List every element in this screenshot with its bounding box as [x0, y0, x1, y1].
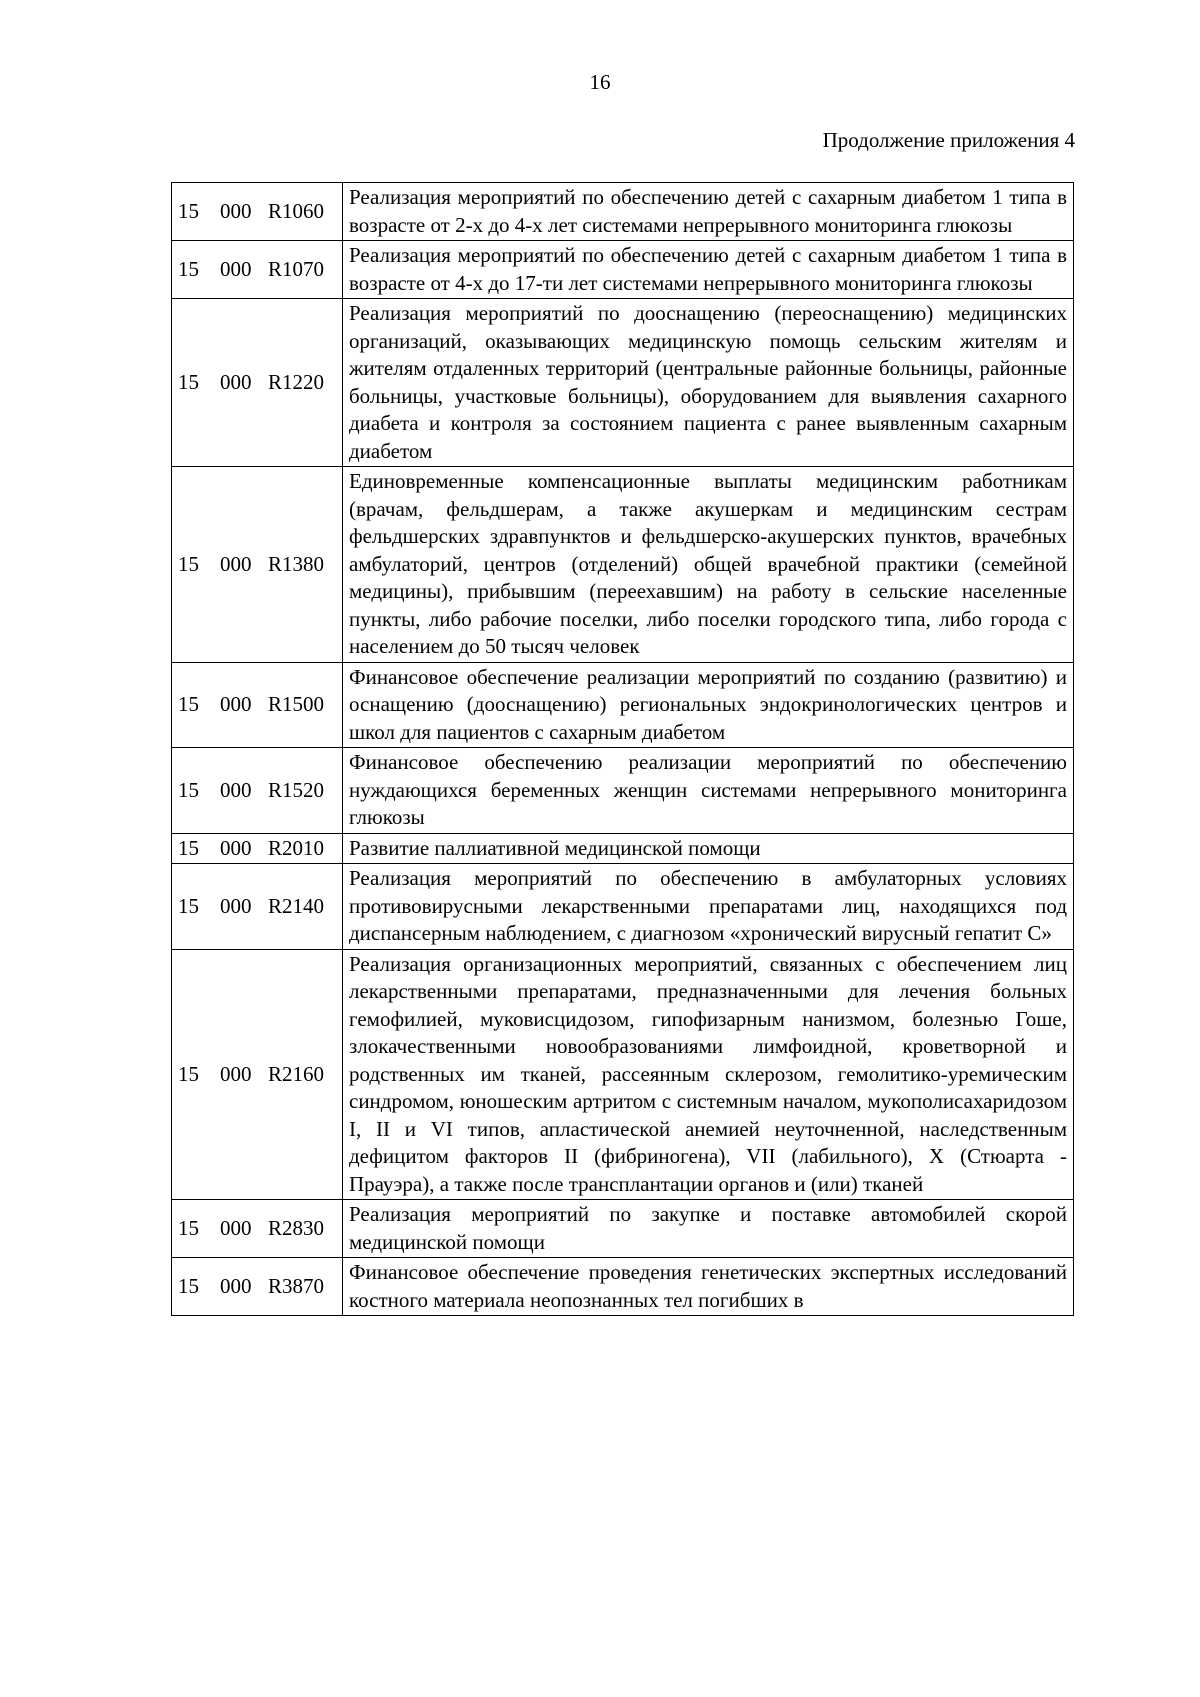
- table-row: [172, 748, 1074, 834]
- description-cell: Реализация мероприятий по обеспечению детей с сахарным диабетом 1 типа в возрасте от 4-х до 17-ти лет системами непрерывного мониторинга глюкозы: [343, 241, 1074, 299]
- description-cell: Реализация мероприятий по дооснащению (переоснащению) медицинских организаций, оказывающих медицинскую помощь сельским жителям и жителям отдаленных территорий (центральные районные больницы, районные больницы, участковые больницы), оборудованием для выявления сахарного диабета и контроля за состоянием пациента с ранее выявленным сахарным диабетом: [343, 299, 1074, 467]
- code-cell: [172, 748, 343, 834]
- code-part-b: 000: [220, 835, 252, 860]
- code-cell: [172, 241, 343, 299]
- table-row: [172, 864, 1074, 950]
- description-cell: Финансовое обеспечение реализации мероприятий по созданию (развитию) и оснащению (дооснащению) региональных эндокринологических центров и школ для пациентов с сахарным диабетом: [343, 662, 1074, 748]
- code-part-b: 000: [220, 1215, 252, 1240]
- code-cell: [172, 1200, 343, 1258]
- code-cell: [172, 183, 343, 241]
- code-part-c: R1520: [268, 777, 325, 802]
- code-part-c: R1380: [268, 551, 325, 576]
- description-cell: Реализация организационных мероприятий, связанных с обеспечением лиц лекарственными препаратами, предназначенными для лечения больных гемофилией, муковисцидозом, гипофизарным нанизмом, болезнью Гоше, злокачественными новообразованиями лимфоидной, кроветворной и родственных им тканей, рассеянным склерозом, гемолитико-уремическим синдромом, юношеским артритом с системным началом, мукополисахаридозом I, II и VI типов, апластической анемией неуточненной, наследственным дефицитом факторов II (фибриногена), VII (лабильного), X (Стюарта - Прауэра), а также после трансплантации органов и (или) тканей: [343, 949, 1074, 1200]
- code-part-c: R2140: [268, 893, 325, 918]
- code-part-b: 000: [220, 1061, 252, 1086]
- code-part-a: 15: [178, 198, 199, 223]
- table-row: [172, 949, 1074, 1200]
- code-cell: [172, 662, 343, 748]
- code-part-c: R1220: [268, 369, 325, 394]
- description-cell: Развитие паллиативной медицинской помощи: [343, 833, 1074, 864]
- code-part-c: R2160: [268, 1061, 325, 1086]
- page-number: 16: [589, 70, 611, 94]
- code-part-b: 000: [220, 1273, 252, 1298]
- code-part-b: 000: [220, 893, 252, 918]
- budget-classification-table: [171, 182, 1074, 1316]
- code-part-a: 15: [178, 893, 199, 918]
- code-part-a: 15: [178, 777, 199, 802]
- description-cell: Реализация мероприятий по обеспечению в амбулаторных условиях противовирусными лекарственными препаратами лиц, находящихся под диспансерным наблюдением, с диагнозом «хронический вирусный гепатит С»: [343, 864, 1074, 950]
- code-part-a: 15: [178, 692, 199, 716]
- code-part-b: 000: [220, 692, 252, 716]
- code-part-a: 15: [178, 369, 199, 394]
- code-part-a: 15: [178, 1273, 199, 1298]
- code-part-c: R1500: [268, 692, 325, 716]
- description-cell: Реализация мероприятий по закупке и поставке автомобилей скорой медицинской помощи: [343, 1200, 1074, 1258]
- code-part-b: 000: [220, 777, 252, 802]
- description-cell: Финансовое обеспечение проведения генетических экспертных исследований костного материала неопознанных тел погибших в: [343, 1258, 1074, 1316]
- description-cell: Единовременные компенсационные выплаты медицинским работникам (врачам, фельдшерам, а также акушеркам и медицинским сестрам фельдшерских здравпунктов и фельдшерско-акушерских пунктов, врачебных амбулаторий, центров (отделений) общей врачебной практики (семейной медицины), прибывшим (переехавшим) на работу в сельские населенные пункты, либо рабочие поселки, либо поселки городского типа, либо города с населением до 50 тысяч человек: [343, 467, 1074, 663]
- code-part-b: 000: [220, 198, 252, 223]
- code-part-a: 15: [178, 1215, 199, 1240]
- code-part-c: R1060: [268, 198, 325, 223]
- code-cell: [172, 467, 343, 663]
- code-part-c: R1070: [268, 256, 325, 281]
- code-cell: [172, 949, 343, 1200]
- table-row: [172, 183, 1074, 241]
- table-row: [172, 1200, 1074, 1258]
- code-part-b: 000: [220, 369, 252, 394]
- code-cell: [172, 299, 343, 467]
- table-row: [172, 833, 1074, 864]
- code-part-c: R2830: [268, 1215, 325, 1240]
- table-row: [172, 662, 1074, 748]
- code-part-c: R3870: [268, 1273, 325, 1298]
- description-cell: Финансовое обеспечению реализации мероприятий по обеспечению нуждающихся беременных женщин системами непрерывного мониторинга глюкозы: [343, 748, 1074, 834]
- code-cell: [172, 833, 343, 864]
- code-part-a: 15: [178, 551, 199, 576]
- code-part-a: 15: [178, 835, 199, 860]
- code-cell: [172, 864, 343, 950]
- code-part-b: 000: [220, 551, 252, 576]
- code-part-c: R2010: [268, 835, 325, 860]
- appendix-continuation-label: Продолжение приложения 4: [822, 128, 1075, 152]
- table-row: [172, 241, 1074, 299]
- code-cell: [172, 1258, 343, 1316]
- code-part-a: 15: [178, 256, 199, 281]
- description-cell: Реализация мероприятий по обеспечению детей с сахарным диабетом 1 типа в возрасте от 2-х до 4-х лет системами непрерывного мониторинга глюкозы: [343, 183, 1074, 241]
- table-row: [172, 1258, 1074, 1316]
- code-part-b: 000: [220, 256, 252, 281]
- table-body: [172, 183, 1074, 1316]
- table-row: [172, 299, 1074, 467]
- code-part-a: 15: [178, 1061, 199, 1086]
- table-row: [172, 467, 1074, 663]
